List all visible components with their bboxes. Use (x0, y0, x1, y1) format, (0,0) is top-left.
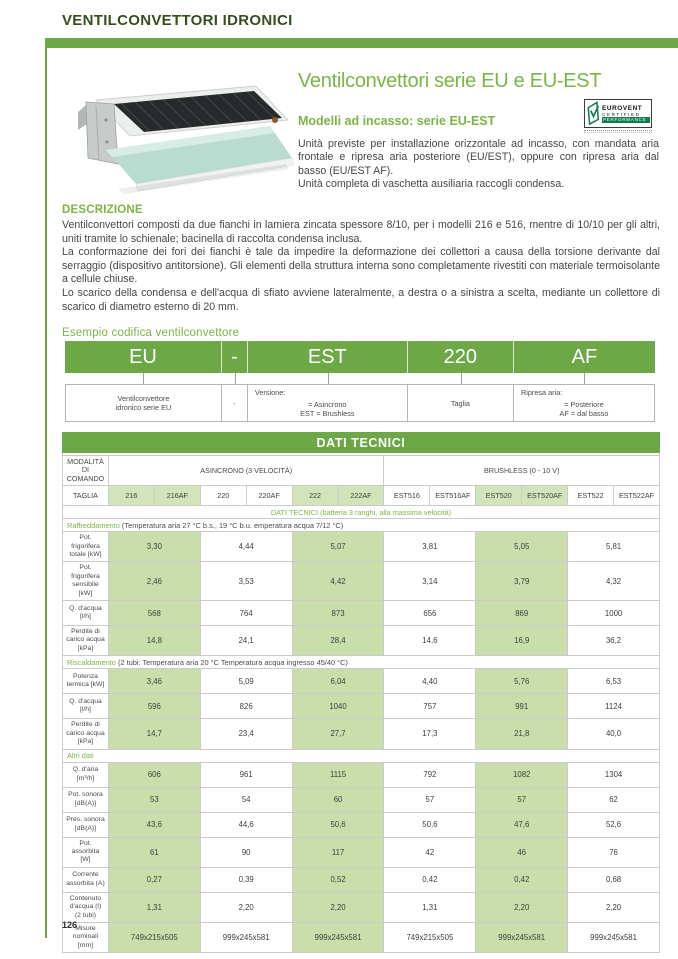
value-cell: 764 (200, 601, 292, 626)
value-cell: 792 (384, 762, 476, 787)
size-EST516AF: EST516AF (430, 486, 476, 506)
table-row (63, 787, 660, 812)
row-label: Corrente assorbita (A) (63, 867, 109, 892)
description-text (62, 219, 660, 314)
value-cell: 6,53 (568, 669, 660, 694)
table-row (63, 837, 660, 867)
description-paragraph: Ventilconvettori composti da due fianchi in lamiera zincata spessore 8/10, per i modelli 216 e 516, mentre di 10/10 per gli altri, uniti tramite lo schienale; bacinella di raccolta condensa inclusa. (62, 219, 660, 245)
value-cell: 2,20 (568, 892, 660, 922)
size-EST520AF: EST520AF (522, 486, 568, 506)
value-cell: 14,7 (108, 719, 200, 749)
value-cell: 47,6 (476, 812, 568, 837)
value-cell: 5,05 (476, 532, 568, 562)
badge-line1: EUROVENT (602, 104, 643, 112)
value-cell: 3,14 (384, 562, 476, 601)
coding-desc-0 (65, 384, 222, 422)
size-label: TAGLIA (63, 486, 109, 506)
table-row (63, 669, 660, 694)
value-cell: 60 (292, 787, 384, 812)
description-paragraph: Lo scarico della condensa e dell'acqua di sfiato avviene lateralmente, a destra o a sinistra a scelta, mediante un collettore di scarico di diametro esterno di 20 mm. (62, 286, 660, 313)
coding-desc-line: idronico serie EU (115, 403, 172, 412)
eurovent-check-icon (586, 101, 602, 126)
control-mode-label: MODALITÀ DI COMANDO (63, 456, 109, 486)
row-label: Pot. frigorifera sensibile [kW] (63, 562, 109, 601)
coding-desc-2 (248, 384, 408, 422)
group-header-asincrono: ASINCRONO (3 VELOCITÀ) (108, 456, 384, 486)
badge-url-line (584, 130, 652, 133)
page-subtitle: Modelli ad incasso: serie EU-EST (298, 114, 496, 128)
size-EST522AF: EST522AF (614, 486, 660, 506)
page-number: 126 (62, 920, 78, 930)
section-header: Raffreddamento (Temperatura aria 27 °C b.s., 19 °C b.u. emperatura acqua 7/12 °C) (63, 519, 660, 532)
row-label: Pres. sonora [dB(A)] (63, 812, 109, 837)
value-cell: 656 (384, 601, 476, 626)
value-cell: 1115 (292, 762, 384, 787)
size-220AF: 220AF (246, 486, 292, 506)
connector-line (143, 373, 144, 384)
value-cell: 117 (292, 837, 384, 867)
coding-desc-1 (222, 384, 248, 422)
value-cell: 0,52 (292, 867, 384, 892)
row-label: Perdite di carico acqua [kPa] (63, 719, 109, 749)
product-photo (55, 80, 297, 198)
row-label: Pot. frigorifera totale [kW] (63, 532, 109, 562)
coding-connectors (65, 373, 655, 384)
value-cell: 2,20 (292, 892, 384, 922)
value-cell: 50,6 (384, 812, 476, 837)
section-header: Riscaldamento (2 tubi: Temperatura aria 20 °C Temperatura acqua ingresso 45/40 °C) (63, 656, 660, 669)
value-cell: 54 (200, 787, 292, 812)
value-cell: 57 (476, 787, 568, 812)
size-216: 216 (108, 486, 154, 506)
value-cell: 52,6 (568, 812, 660, 837)
size-220: 220 (200, 486, 246, 506)
value-cell: 0,27 (108, 867, 200, 892)
size-222: 222 (292, 486, 338, 506)
tech-table-wrap (62, 432, 660, 953)
table-row (63, 812, 660, 837)
value-cell: 57 (384, 787, 476, 812)
header-band (45, 38, 678, 48)
value-cell: 3,53 (200, 562, 292, 601)
table-row (63, 626, 660, 656)
value-cell: 749x215x505 (108, 922, 200, 952)
value-cell: 2,46 (108, 562, 200, 601)
value-cell: 596 (108, 694, 200, 719)
value-cell: 0,42 (476, 867, 568, 892)
value-cell: 53 (108, 787, 200, 812)
value-cell: 42 (384, 837, 476, 867)
coding-desc-line: = Asincrono (308, 400, 347, 409)
size-216AF: 216AF (154, 486, 200, 506)
table-row (63, 601, 660, 626)
value-cell: 999x245x581 (568, 922, 660, 952)
coding-code-0: EU (65, 341, 222, 373)
value-cell: 14,6 (384, 626, 476, 656)
row-label: Pot. assorbita [W] (63, 837, 109, 867)
description-heading: DESCRIZIONE (62, 204, 143, 216)
value-cell: 61 (108, 837, 200, 867)
row-label: Q. d'acqua [l/h] (63, 694, 109, 719)
value-cell: 873 (292, 601, 384, 626)
value-cell: 16,9 (476, 626, 568, 656)
value-cell: 2,20 (476, 892, 568, 922)
value-cell: 568 (108, 601, 200, 626)
table-row (63, 562, 660, 601)
intro-text (298, 138, 659, 192)
coding-bar (65, 341, 655, 373)
coding-desc-line: Versione: (254, 388, 286, 397)
page-kicker: VENTILCONVETTORI IDRONICI (62, 12, 293, 29)
intro-paragraph: Unità completa di vaschetta ausiliaria raccogli condensa. (298, 178, 565, 191)
table-row (63, 762, 660, 787)
coding-code-4: AF (571, 345, 598, 368)
coding-desc-line: AF = dal basso (559, 409, 609, 418)
value-cell: 0,42 (384, 867, 476, 892)
value-cell: 0,39 (200, 867, 292, 892)
value-cell: 1124 (568, 694, 660, 719)
value-cell: 826 (200, 694, 292, 719)
value-cell: 5,07 (292, 532, 384, 562)
value-cell: 3,30 (108, 532, 200, 562)
value-cell: 3,79 (476, 562, 568, 601)
value-cell: 14,8 (108, 626, 200, 656)
tech-table (62, 432, 660, 953)
value-cell: 21,8 (476, 719, 568, 749)
value-cell: 999x245x581 (292, 922, 384, 952)
coding-desc-line: EST = Brushless (300, 409, 355, 418)
coding-code-3: 220 (408, 341, 514, 373)
value-cell: 2,20 (200, 892, 292, 922)
eurovent-badge (584, 99, 652, 133)
value-cell: 1000 (568, 601, 660, 626)
size-EST520: EST520 (476, 486, 522, 506)
size-EST522: EST522 (568, 486, 614, 506)
section-header: Altri dati (63, 749, 660, 762)
connector-line (461, 373, 462, 384)
connector-line (328, 373, 329, 384)
row-label: Perdite di carico acqua [kPa] (63, 626, 109, 656)
value-cell: 999x245x581 (200, 922, 292, 952)
coding-desc-3 (408, 384, 514, 422)
value-cell: 44,6 (200, 812, 292, 837)
value-cell: 36,2 (568, 626, 660, 656)
coding-heading: Esempio codifica ventilconvettore (62, 327, 240, 339)
value-cell: 76 (568, 837, 660, 867)
value-cell: 3,81 (384, 532, 476, 562)
page-title: Ventilconvettori serie EU e EU-EST (298, 70, 602, 92)
value-cell: 749x215x505 (384, 922, 476, 952)
connector-line (235, 373, 236, 384)
size-222AF: 222AF (338, 486, 384, 506)
value-cell: 999x245x581 (476, 922, 568, 952)
badge-line3: PERFORMANCE (602, 117, 650, 123)
coding-desc-line: - (233, 398, 236, 408)
value-cell: 1304 (568, 762, 660, 787)
coding-code-2: EST (248, 341, 408, 373)
value-cell: 43,6 (108, 812, 200, 837)
description-paragraph: La conformazione dei fori dei fianchi è tale da impedire la deformazione dei collettori a causa della torsione derivante dal serraggio (dispositivo antitorsione). Gli elementi della struttura interna sono completamente rivestiti con materiale termoisolante a cellule chiuse. (62, 246, 660, 286)
left-rail (45, 38, 47, 938)
value-cell: 0,68 (568, 867, 660, 892)
value-cell: 24,1 (200, 626, 292, 656)
coding-boxes (65, 384, 655, 422)
row-label: Pot. sonora [dB(A)] (63, 787, 109, 812)
table-row (63, 532, 660, 562)
table-row (63, 867, 660, 892)
group-header-brushless: BRUSHLESS (0 - 10 V) (384, 456, 660, 486)
value-cell: 961 (200, 762, 292, 787)
value-cell: 3,46 (108, 669, 200, 694)
value-cell: 50,6 (292, 812, 384, 837)
row-label: Contenuto d'acqua (l) (2 tubi) (63, 892, 109, 922)
coding-desc-line: = Posteriore (564, 400, 604, 409)
table-row (63, 922, 660, 952)
value-cell: 1,31 (384, 892, 476, 922)
coding-desc-line: Taglia (450, 398, 470, 408)
size-EST516: EST516 (384, 486, 430, 506)
row-label: Potenza termica [kW] (63, 669, 109, 694)
value-cell: 991 (476, 694, 568, 719)
value-cell: 4,32 (568, 562, 660, 601)
connector-line (584, 373, 585, 384)
value-cell: 1,31 (108, 892, 200, 922)
table-title: DATI TECNICI (63, 433, 660, 453)
value-cell: 1040 (292, 694, 384, 719)
table-row (63, 892, 660, 922)
row-label: Q. d'aria [m³/h] (63, 762, 109, 787)
value-cell: 5,76 (476, 669, 568, 694)
value-cell: 5,81 (568, 532, 660, 562)
value-cell: 17,3 (384, 719, 476, 749)
badge-line2: CERTIFIED (602, 111, 641, 117)
value-cell: 4,42 (292, 562, 384, 601)
value-cell: 757 (384, 694, 476, 719)
value-cell: 869 (476, 601, 568, 626)
value-cell: 1082 (476, 762, 568, 787)
value-cell: 4,44 (200, 532, 292, 562)
coding-desc-line: Ripresa aria: (520, 388, 563, 397)
coding-desc-4 (514, 384, 655, 422)
table-row (63, 719, 660, 749)
value-cell: 90 (200, 837, 292, 867)
value-cell: 23,4 (200, 719, 292, 749)
value-cell: 46 (476, 837, 568, 867)
table-subtitle: DATI TECNICI (batteria 3 ranghi, alla massima velocità) (63, 506, 660, 519)
value-cell: 4,40 (384, 669, 476, 694)
row-label: Q. d'acqua [l/h] (63, 601, 109, 626)
value-cell: 28,4 (292, 626, 384, 656)
value-cell: 27,7 (292, 719, 384, 749)
intro-paragraph: Unità previste per installazione orizzontale ad incasso, con mandata aria frontale e ripresa aria posteriore (EU/EST), oppure con ripresa aria dal basso (EU/EST AF). (298, 138, 659, 177)
coding-desc-line: Ventilconvettore (117, 394, 170, 403)
value-cell: 62 (568, 787, 660, 812)
table-row (63, 694, 660, 719)
value-cell: 6,04 (292, 669, 384, 694)
value-cell: 40,0 (568, 719, 660, 749)
value-cell: 606 (108, 762, 200, 787)
coding-code-1: - (222, 341, 248, 373)
value-cell: 5,09 (200, 669, 292, 694)
row-label: Misure nominali [mm] (63, 922, 109, 952)
